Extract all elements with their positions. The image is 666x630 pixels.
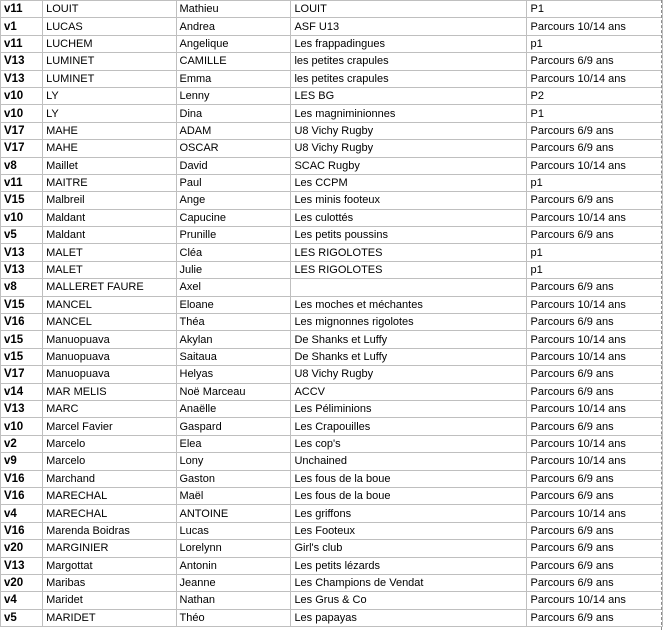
cell-vague[interactable]: v15 xyxy=(1,331,43,348)
cell-nom[interactable]: LUCAS xyxy=(43,18,176,35)
cell-vague[interactable]: V16 xyxy=(1,470,43,487)
cell-vague[interactable]: V15 xyxy=(1,192,43,209)
cell-vague[interactable]: v15 xyxy=(1,348,43,365)
cell-prenom[interactable]: Julie xyxy=(176,261,291,278)
table-row xyxy=(1,279,663,296)
cell-prenom[interactable]: Théo xyxy=(176,609,291,626)
cell-parcours[interactable]: Parcours 6/9 ans xyxy=(527,557,663,574)
cell-prenom[interactable]: Noë Marceau xyxy=(176,383,291,400)
cell-nom[interactable]: MANCEL xyxy=(43,314,176,331)
table-row xyxy=(1,400,663,417)
cell-nom[interactable]: MALET xyxy=(43,244,176,261)
table-body xyxy=(1,1,663,627)
cell-equipe[interactable]: LES BG xyxy=(291,87,527,104)
cell-prenom[interactable]: Eloane xyxy=(176,296,291,313)
cell-nom[interactable]: MAHE xyxy=(43,140,176,157)
cell-prenom[interactable]: Elea xyxy=(176,435,291,452)
cell-prenom[interactable]: Théa xyxy=(176,314,291,331)
cell-nom[interactable]: MARC xyxy=(43,400,176,417)
cell-equipe[interactable]: Unchained xyxy=(291,453,527,470)
cell-equipe[interactable]: Les minis footeux xyxy=(291,192,527,209)
cell-equipe[interactable]: les petites crapules xyxy=(291,53,527,70)
cell-parcours[interactable]: Parcours 10/14 ans xyxy=(527,157,663,174)
cell-equipe[interactable]: U8 Vichy Rugby xyxy=(291,140,527,157)
cell-prenom[interactable]: Anaëlle xyxy=(176,400,291,417)
cell-nom[interactable]: Manuopuava xyxy=(43,348,176,365)
table-row xyxy=(1,105,663,122)
cell-nom[interactable]: Manuopuava xyxy=(43,331,176,348)
cell-nom[interactable]: MAR MELIS xyxy=(43,383,176,400)
cell-nom[interactable]: LY xyxy=(43,87,176,104)
table-row xyxy=(1,487,663,504)
cell-equipe[interactable]: Les papayas xyxy=(291,609,527,626)
cell-parcours[interactable]: Parcours 6/9 ans xyxy=(527,470,663,487)
cell-equipe[interactable]: Les Grus & Co xyxy=(291,592,527,609)
cell-nom[interactable]: MARGINIER xyxy=(43,540,176,557)
cell-nom[interactable]: Malbreil xyxy=(43,192,176,209)
table-row xyxy=(1,157,663,174)
cell-parcours[interactable]: Parcours 6/9 ans xyxy=(527,522,663,539)
cell-parcours[interactable]: Parcours 10/14 ans xyxy=(527,209,663,226)
cell-nom[interactable]: Marcel Favier xyxy=(43,418,176,435)
cell-equipe[interactable]: Les mignonnes rigolotes xyxy=(291,314,527,331)
cell-equipe[interactable]: ACCV xyxy=(291,383,527,400)
cell-equipe[interactable]: Les petits lézards xyxy=(291,557,527,574)
cell-parcours[interactable]: Parcours 6/9 ans xyxy=(527,540,663,557)
cell-parcours[interactable]: Parcours 6/9 ans xyxy=(527,314,663,331)
table-row xyxy=(1,609,663,626)
table-row xyxy=(1,35,663,52)
cell-prenom[interactable]: Angelique xyxy=(176,35,291,52)
cell-prenom[interactable]: Jeanne xyxy=(176,574,291,591)
table-row xyxy=(1,435,663,452)
cell-vague[interactable]: V17 xyxy=(1,122,43,139)
cell-nom[interactable]: LUMINET xyxy=(43,70,176,87)
cell-equipe[interactable]: Les griffons xyxy=(291,505,527,522)
table-row xyxy=(1,174,663,191)
cell-nom[interactable]: MAHE xyxy=(43,122,176,139)
table-row xyxy=(1,296,663,313)
table-row xyxy=(1,331,663,348)
cell-prenom[interactable]: ANTOINE xyxy=(176,505,291,522)
cell-equipe[interactable]: Girl's club xyxy=(291,540,527,557)
cell-parcours[interactable]: Parcours 6/9 ans xyxy=(527,192,663,209)
cell-prenom[interactable]: Antonin xyxy=(176,557,291,574)
page-break-line xyxy=(661,0,664,630)
table-row xyxy=(1,87,663,104)
cell-equipe[interactable]: les petites crapules xyxy=(291,70,527,87)
cell-nom[interactable]: MALLERET FAURE xyxy=(43,279,176,296)
cell-prenom[interactable]: ADAM xyxy=(176,122,291,139)
table-row xyxy=(1,505,663,522)
cell-equipe[interactable]: ASF U13 xyxy=(291,18,527,35)
cell-equipe[interactable]: Les Péliminions xyxy=(291,400,527,417)
cell-prenom[interactable]: Gaston xyxy=(176,470,291,487)
cell-parcours[interactable]: Parcours 6/9 ans xyxy=(527,227,663,244)
cell-parcours[interactable]: Parcours 6/9 ans xyxy=(527,574,663,591)
cell-equipe[interactable]: Les Champions de Vendat xyxy=(291,574,527,591)
cell-vague[interactable]: v8 xyxy=(1,157,43,174)
cell-equipe[interactable]: Les culottés xyxy=(291,209,527,226)
cell-vague[interactable]: v14 xyxy=(1,383,43,400)
cell-equipe[interactable]: Les magniminionnes xyxy=(291,105,527,122)
cell-nom[interactable]: Margottat xyxy=(43,557,176,574)
cell-parcours[interactable]: Parcours 6/9 ans xyxy=(527,140,663,157)
table-row xyxy=(1,140,663,157)
cell-parcours[interactable]: p1 xyxy=(527,261,663,278)
cell-vague[interactable]: v11 xyxy=(1,1,43,18)
cell-nom[interactable]: Maldant xyxy=(43,209,176,226)
cell-nom[interactable]: LY xyxy=(43,105,176,122)
cell-prenom[interactable]: Maël xyxy=(176,487,291,504)
table-row xyxy=(1,418,663,435)
table-row xyxy=(1,522,663,539)
cell-nom[interactable]: Maldant xyxy=(43,227,176,244)
cell-prenom[interactable]: Emma xyxy=(176,70,291,87)
cell-parcours[interactable]: Parcours 10/14 ans xyxy=(527,331,663,348)
cell-parcours[interactable]: Parcours 6/9 ans xyxy=(527,279,663,296)
table-row xyxy=(1,348,663,365)
cell-vague[interactable]: V13 xyxy=(1,70,43,87)
cell-parcours[interactable]: Parcours 10/14 ans xyxy=(527,400,663,417)
cell-equipe[interactable]: U8 Vichy Rugby xyxy=(291,122,527,139)
cell-vague[interactable]: V13 xyxy=(1,400,43,417)
cell-vague[interactable]: v10 xyxy=(1,105,43,122)
cell-equipe[interactable]: Les Footeux xyxy=(291,522,527,539)
table-row xyxy=(1,261,663,278)
table-row xyxy=(1,227,663,244)
table-row xyxy=(1,574,663,591)
cell-vague[interactable]: v4 xyxy=(1,505,43,522)
cell-vague[interactable]: v10 xyxy=(1,87,43,104)
cell-equipe[interactable]: Les Crapouilles xyxy=(291,418,527,435)
cell-prenom[interactable]: Lony xyxy=(176,453,291,470)
cell-equipe[interactable]: U8 Vichy Rugby xyxy=(291,366,527,383)
cell-parcours[interactable]: Parcours 6/9 ans xyxy=(527,53,663,70)
table-row xyxy=(1,540,663,557)
cell-prenom[interactable]: Prunille xyxy=(176,227,291,244)
cell-prenom[interactable]: Andrea xyxy=(176,18,291,35)
cell-parcours[interactable]: P1 xyxy=(527,1,663,18)
table-row xyxy=(1,366,663,383)
cell-nom[interactable]: Marenda Boidras xyxy=(43,522,176,539)
cell-parcours[interactable]: Parcours 10/14 ans xyxy=(527,592,663,609)
cell-equipe[interactable]: De Shanks et Luffy xyxy=(291,348,527,365)
cell-equipe[interactable] xyxy=(291,279,527,296)
cell-prenom[interactable]: Helyas xyxy=(176,366,291,383)
cell-vague[interactable]: V13 xyxy=(1,53,43,70)
table-row xyxy=(1,383,663,400)
table-row xyxy=(1,53,663,70)
cell-parcours[interactable]: Parcours 10/14 ans xyxy=(527,70,663,87)
cell-prenom[interactable]: OSCAR xyxy=(176,140,291,157)
cell-equipe[interactable]: Les petits poussins xyxy=(291,227,527,244)
table-row xyxy=(1,192,663,209)
table-row xyxy=(1,209,663,226)
cell-parcours[interactable]: P2 xyxy=(527,87,663,104)
cell-parcours[interactable]: Parcours 10/14 ans xyxy=(527,296,663,313)
cell-parcours[interactable]: Parcours 10/14 ans xyxy=(527,453,663,470)
cell-equipe[interactable]: Les moches et méchantes xyxy=(291,296,527,313)
cell-nom[interactable]: Marcelo xyxy=(43,435,176,452)
cell-nom[interactable]: Marcelo xyxy=(43,453,176,470)
cell-nom[interactable]: MARECHAL xyxy=(43,505,176,522)
cell-parcours[interactable]: P1 xyxy=(527,105,663,122)
cell-nom[interactable]: MARIDET xyxy=(43,609,176,626)
cell-vague[interactable]: v8 xyxy=(1,279,43,296)
cell-prenom[interactable]: Akylan xyxy=(176,331,291,348)
cell-parcours[interactable]: Parcours 10/14 ans xyxy=(527,18,663,35)
cell-parcours[interactable]: Parcours 10/14 ans xyxy=(527,348,663,365)
cell-vague[interactable]: V15 xyxy=(1,296,43,313)
cell-nom[interactable]: Maillet xyxy=(43,157,176,174)
cell-parcours[interactable]: Parcours 6/9 ans xyxy=(527,366,663,383)
cell-vague[interactable]: V13 xyxy=(1,244,43,261)
cell-parcours[interactable]: Parcours 10/14 ans xyxy=(527,435,663,452)
cell-parcours[interactable]: p1 xyxy=(527,35,663,52)
cell-vague[interactable]: V13 xyxy=(1,557,43,574)
cell-prenom[interactable]: Mathieu xyxy=(176,1,291,18)
cell-parcours[interactable]: Parcours 6/9 ans xyxy=(527,122,663,139)
cell-prenom[interactable]: CAMILLE xyxy=(176,53,291,70)
cell-prenom[interactable]: Capucine xyxy=(176,209,291,226)
cell-vague[interactable]: v5 xyxy=(1,609,43,626)
cell-vague[interactable]: V16 xyxy=(1,487,43,504)
cell-prenom[interactable]: David xyxy=(176,157,291,174)
cell-parcours[interactable]: Parcours 6/9 ans xyxy=(527,418,663,435)
cell-vague[interactable]: v10 xyxy=(1,418,43,435)
cell-equipe[interactable]: Les CCPM xyxy=(291,174,527,191)
cell-equipe[interactable]: SCAC Rugby xyxy=(291,157,527,174)
cell-prenom[interactable]: Lorelynn xyxy=(176,540,291,557)
table-row xyxy=(1,592,663,609)
table-row xyxy=(1,18,663,35)
cell-nom[interactable]: MALET xyxy=(43,261,176,278)
table-row xyxy=(1,70,663,87)
cell-prenom[interactable]: Nathan xyxy=(176,592,291,609)
cell-parcours[interactable]: Parcours 6/9 ans xyxy=(527,487,663,504)
cell-vague[interactable]: v2 xyxy=(1,435,43,452)
cell-vague[interactable]: v20 xyxy=(1,574,43,591)
cell-vague[interactable]: v11 xyxy=(1,35,43,52)
cell-prenom[interactable]: Dina xyxy=(176,105,291,122)
cell-prenom[interactable]: Gaspard xyxy=(176,418,291,435)
cell-vague[interactable]: v1 xyxy=(1,18,43,35)
cell-equipe[interactable]: Les fous de la boue xyxy=(291,470,527,487)
cell-nom[interactable]: MARECHAL xyxy=(43,487,176,504)
cell-nom[interactable]: LUCHEM xyxy=(43,35,176,52)
cell-parcours[interactable]: p1 xyxy=(527,244,663,261)
cell-parcours[interactable]: Parcours 6/9 ans xyxy=(527,609,663,626)
cell-equipe[interactable]: LES RIGOLOTES xyxy=(291,244,527,261)
cell-equipe[interactable]: LOUIT xyxy=(291,1,527,18)
table-row xyxy=(1,557,663,574)
table-row xyxy=(1,470,663,487)
cell-vague[interactable]: V16 xyxy=(1,314,43,331)
cell-nom[interactable]: Maribas xyxy=(43,574,176,591)
cell-nom[interactable]: Maridet xyxy=(43,592,176,609)
cell-prenom[interactable]: Paul xyxy=(176,174,291,191)
cell-vague[interactable]: v4 xyxy=(1,592,43,609)
table-row xyxy=(1,453,663,470)
table-row xyxy=(1,1,663,18)
cell-nom[interactable]: LOUIT xyxy=(43,1,176,18)
cell-equipe[interactable]: Les frappadingues xyxy=(291,35,527,52)
table-row xyxy=(1,244,663,261)
cell-vague[interactable]: V13 xyxy=(1,261,43,278)
table-row xyxy=(1,314,663,331)
cell-vague[interactable]: V17 xyxy=(1,366,43,383)
cell-vague[interactable]: v11 xyxy=(1,174,43,191)
cell-nom[interactable]: MANCEL xyxy=(43,296,176,313)
cell-parcours[interactable]: Parcours 10/14 ans xyxy=(527,505,663,522)
cell-nom[interactable]: LUMINET xyxy=(43,53,176,70)
cell-nom[interactable]: Marchand xyxy=(43,470,176,487)
cell-nom[interactable]: MAITRE xyxy=(43,174,176,191)
cell-equipe[interactable]: Les fous de la boue xyxy=(291,487,527,504)
cell-prenom[interactable]: Axel xyxy=(176,279,291,296)
cell-vague[interactable]: v9 xyxy=(1,453,43,470)
cell-prenom[interactable]: Lucas xyxy=(176,522,291,539)
cell-equipe[interactable]: LES RIGOLOTES xyxy=(291,261,527,278)
cell-vague[interactable]: v20 xyxy=(1,540,43,557)
cell-nom[interactable]: Manuopuava xyxy=(43,366,176,383)
cell-prenom[interactable]: Saitaua xyxy=(176,348,291,365)
cell-parcours[interactable]: p1 xyxy=(527,174,663,191)
cell-prenom[interactable]: Lenny xyxy=(176,87,291,104)
cell-equipe[interactable]: De Shanks et Luffy xyxy=(291,331,527,348)
cell-vague[interactable]: v5 xyxy=(1,227,43,244)
cell-vague[interactable]: v10 xyxy=(1,209,43,226)
table-row xyxy=(1,122,663,139)
cell-vague[interactable]: V17 xyxy=(1,140,43,157)
cell-equipe[interactable]: Les cop's xyxy=(291,435,527,452)
cell-vague[interactable]: V16 xyxy=(1,522,43,539)
cell-prenom[interactable]: Cléa xyxy=(176,244,291,261)
cell-parcours[interactable]: Parcours 6/9 ans xyxy=(527,383,663,400)
cell-prenom[interactable]: Ange xyxy=(176,192,291,209)
